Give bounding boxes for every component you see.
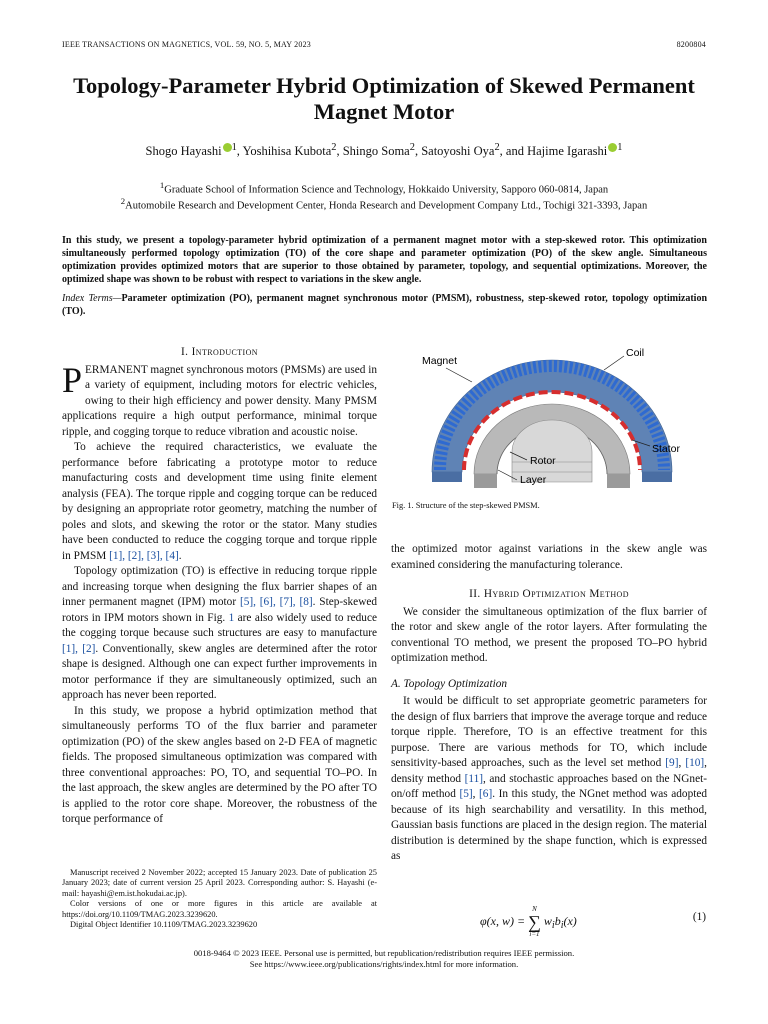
paragraph-text: , (678, 757, 686, 769)
copyright-line-2: See https://www.ieee.org/publications/rights/index.html for more information. (249, 959, 519, 969)
citation-link[interactable]: [5] (459, 788, 473, 800)
paragraph-text: are also widely used to reduce the cogging torque because such structures are easy to manufacture (62, 611, 377, 639)
affiliation-2 (60, 196, 708, 212)
paragraph-text: ERMANENT magnet synchronous motors (PMSMs) are used in a variety of equipment, including motors for electric vehicles, owing to their high efficiency and power density. Many PMSM applications require a high output performance, minimal torque ripple, and cogging torque to reduce vibration and acoustic noise. (62, 363, 377, 438)
paragraph-text: It would be difficult to set appropriate geometric parameters for the design of flux barriers that improve the average torque and reduce torque ripple. Therefore, TO is an effective treatment for this purpose. There are various methods for TO, which include sensitivity-based approaches, such as the level set method (391, 695, 707, 769)
magnet-pointer (446, 368, 472, 382)
stator-side (432, 472, 462, 482)
index-terms-text: Parameter optimization (PO), permanent magnet synchronous motor (PMSM), robustness, step-skewed rotor, topology optimization (TO). (62, 293, 707, 317)
citation-link[interactable]: [5], [6], [7], [8] (239, 596, 313, 608)
footnote-doi: Digital Object Identifier 10.1109/TMAG.2023.3239620 (70, 920, 258, 930)
citation-link[interactable]: [10] (685, 757, 705, 769)
eq-sum (528, 905, 541, 939)
eq-rhs-b: b (554, 913, 561, 928)
running-header-journal: IEEE TRANSACTIONS ON MAGNETICS, VOL. 59, NO. 5, MAY 2023 (62, 40, 311, 49)
orcid-icon[interactable] (223, 143, 232, 152)
eq-lhs: φ(x, w) = (480, 913, 529, 928)
index-terms (62, 292, 707, 318)
index-terms-label: Index Terms— (62, 293, 122, 304)
eq-sum-symbol: ∑ (528, 912, 541, 932)
figure-link[interactable]: 1 (228, 611, 235, 624)
footnote-color: Color versions of one or more figures in this article are available at https://doi.org/10.1109/TMAG.2023.3239620. (62, 899, 377, 919)
affil-sup: 1 (159, 180, 165, 190)
citation-link[interactable]: [9] (665, 757, 679, 769)
author-name: , and Hajime Igarashi (499, 144, 608, 159)
motor-illustration (392, 342, 708, 494)
label-stator: Stator (652, 443, 681, 455)
right-column (391, 542, 707, 865)
author-name: , Shingo Soma (336, 144, 410, 159)
citation-link[interactable]: [1], [2], [3], [4] (109, 549, 179, 562)
paper-title: Topology-Parameter Hybrid Optimization of Skewed Permanent Magnet Motor (73, 73, 695, 124)
figure-caption: Fig. 1. Structure of the step-skewed PMSM. (392, 501, 540, 510)
eq-sub: i (551, 920, 555, 932)
paragraph-text: . In this study, the NGnet method was adopted because of its high searchability and versatility. In this method, Gaussian basis functions are placed in the design region. The material distribution is determined by the shape function, which is expressed as (391, 788, 708, 862)
paragraph-text: , and stochastic approaches based on the NGnet-on/off method (391, 772, 707, 800)
paragraph: We consider the simultaneous optimization of the flux barrier of the rotor and skew angle of the rotor layers. After formulating the conventional TO method, we present the proposed TO–PO hybrid optimization method. (391, 605, 707, 664)
author-name: Shogo Hayashi (145, 144, 222, 159)
affil-text: Graduate School of Information Science and Technology, Hokkaido University, Sapporo 060-0814, Japan (164, 184, 609, 196)
affil-sup: 2 (120, 196, 126, 206)
author-affil-sup: 2 (494, 142, 500, 153)
paragraph-text: To achieve the required characteristics, we evaluate the performance before fabricating a prototype motor to reduce manufacturing costs and development time using finite element analysis (FEA). The torque ripple and cogging torque can be reduced by designing an appropriate rotor geometry, matching the number of poles and slots, and skewing the rotor or the stator. Many studies have been conducted to reduce the cogging torque and torque ripple in PMSM (62, 441, 377, 562)
equation-number: (1) (692, 911, 706, 923)
coil-pointer (604, 356, 624, 370)
paragraph-text: Topology optimization (TO) is effective in reducing torque ripple and increasing torque when designing the flux barrier shapes of an inner permanent magnet (IPM) motor (62, 565, 377, 608)
eq-rhs-end: (x) (563, 913, 577, 928)
section-heading-introduction: I. Introduction (181, 346, 258, 358)
label-coil: Coil (626, 347, 645, 359)
rotor-side (607, 474, 630, 488)
section-heading-hybrid: II. Hybrid Optimization Method (469, 588, 629, 600)
left-column (62, 345, 377, 828)
label-layer: Layer (520, 474, 547, 486)
author-name: , Yoshihisa Kubota (236, 144, 332, 159)
paragraph (391, 694, 707, 865)
author-affil-sup: 1 (231, 142, 237, 153)
equation-1 (480, 905, 577, 939)
paragraph: In this study, we propose a hybrid optimization method that simultaneously performs TO of the flux barrier and parameter optimization (PO) of the skew angles based on 2-D FEA of magnetic fields. The proposed simultaneous optimization was compared with three conventional approaches: PO, TO, and sequential TO–PO. In the last approach, the skew angles are determined by the PO after TO is applied to the rotor core shape. Moreover, the robustness of the torque performance of (62, 704, 377, 825)
author-affil-sup: 1 (617, 142, 623, 153)
subsection-heading-topology: A. Topology Optimization (391, 677, 508, 690)
label-rotor: Rotor (530, 455, 556, 467)
abstract: In this study, we present a topology-parameter hybrid optimization of a permanent magnet motor with a step-skewed rotor. This optimization simultaneously performed topology optimization (TO) of the core shape and parameter optimization (PO) of the skew angle. Simultaneous optimization provides optimized motors that are superior to those obtained by parameter, topology, and sequential optimizations. Moreover, the optimized shape was shown to be robust with respect to variations in the skew angle. (62, 235, 707, 285)
citation-link[interactable]: [11] (464, 772, 484, 785)
author-affil-sup: 2 (409, 142, 415, 153)
drop-cap: P (62, 359, 83, 400)
paragraph-text: , density method (391, 757, 707, 785)
label-magnet: Magnet (422, 355, 458, 367)
paragraph (62, 564, 377, 704)
paragraph-text: . Step-skewed rotors in IPM motors shown in Fig. (62, 596, 378, 624)
rotor-layer-stack (512, 420, 592, 482)
running-header-page: 8200804 (676, 40, 706, 49)
eq-sub: i (560, 920, 564, 932)
author-affil-sup: 2 (331, 142, 337, 153)
affil-text: Automobile Research and Development Center, Honda Research and Development Company Ltd., Tochigi 321-3393, Japan (125, 200, 648, 212)
paragraph (62, 440, 377, 564)
author-list (60, 142, 708, 159)
figure-motor (392, 342, 708, 494)
author-name: , Satoyoshi Oya (414, 144, 495, 159)
paragraph (62, 359, 377, 441)
eq-sum-bottom: i=1 (529, 930, 540, 938)
paragraph-text: . Conventionally, skew angles are determined after the rotor shape is designed. Although one can expect further improvements in motor performance if they are simultaneously optimized, such an approach has never been reported. (62, 642, 377, 701)
citation-link[interactable]: [6] (479, 788, 493, 800)
paragraph-text: , (472, 788, 480, 800)
eq-sum-top: N (532, 905, 537, 913)
copyright-line-1: 0018-9464 © 2023 IEEE. Personal use is permitted, but republication/redistribution requires IEEE permission. (193, 948, 575, 958)
citation-link[interactable]: [1], [2] (62, 642, 96, 655)
copyright-notice (0, 948, 768, 970)
paragraph: the optimized motor against variations in the skew angle was examined considering the manufacturing tolerance. (391, 543, 707, 571)
footnote-manuscript: Manuscript received 2 November 2022; accepted 15 January 2023. Date of publication 25 January 2023; date of current version 25 April 2023. Corresponding author: S. Hayashi (e-mail: hayashi@em.ist.hokudai.ac.jp). (62, 868, 377, 898)
paragraph-text: . (178, 549, 182, 562)
stator-side (642, 472, 672, 482)
eq-rhs-w: w (543, 913, 552, 928)
footnote (62, 868, 377, 930)
affiliation-1 (60, 180, 708, 196)
orcid-icon[interactable] (608, 143, 617, 152)
rotor-side (474, 474, 497, 488)
